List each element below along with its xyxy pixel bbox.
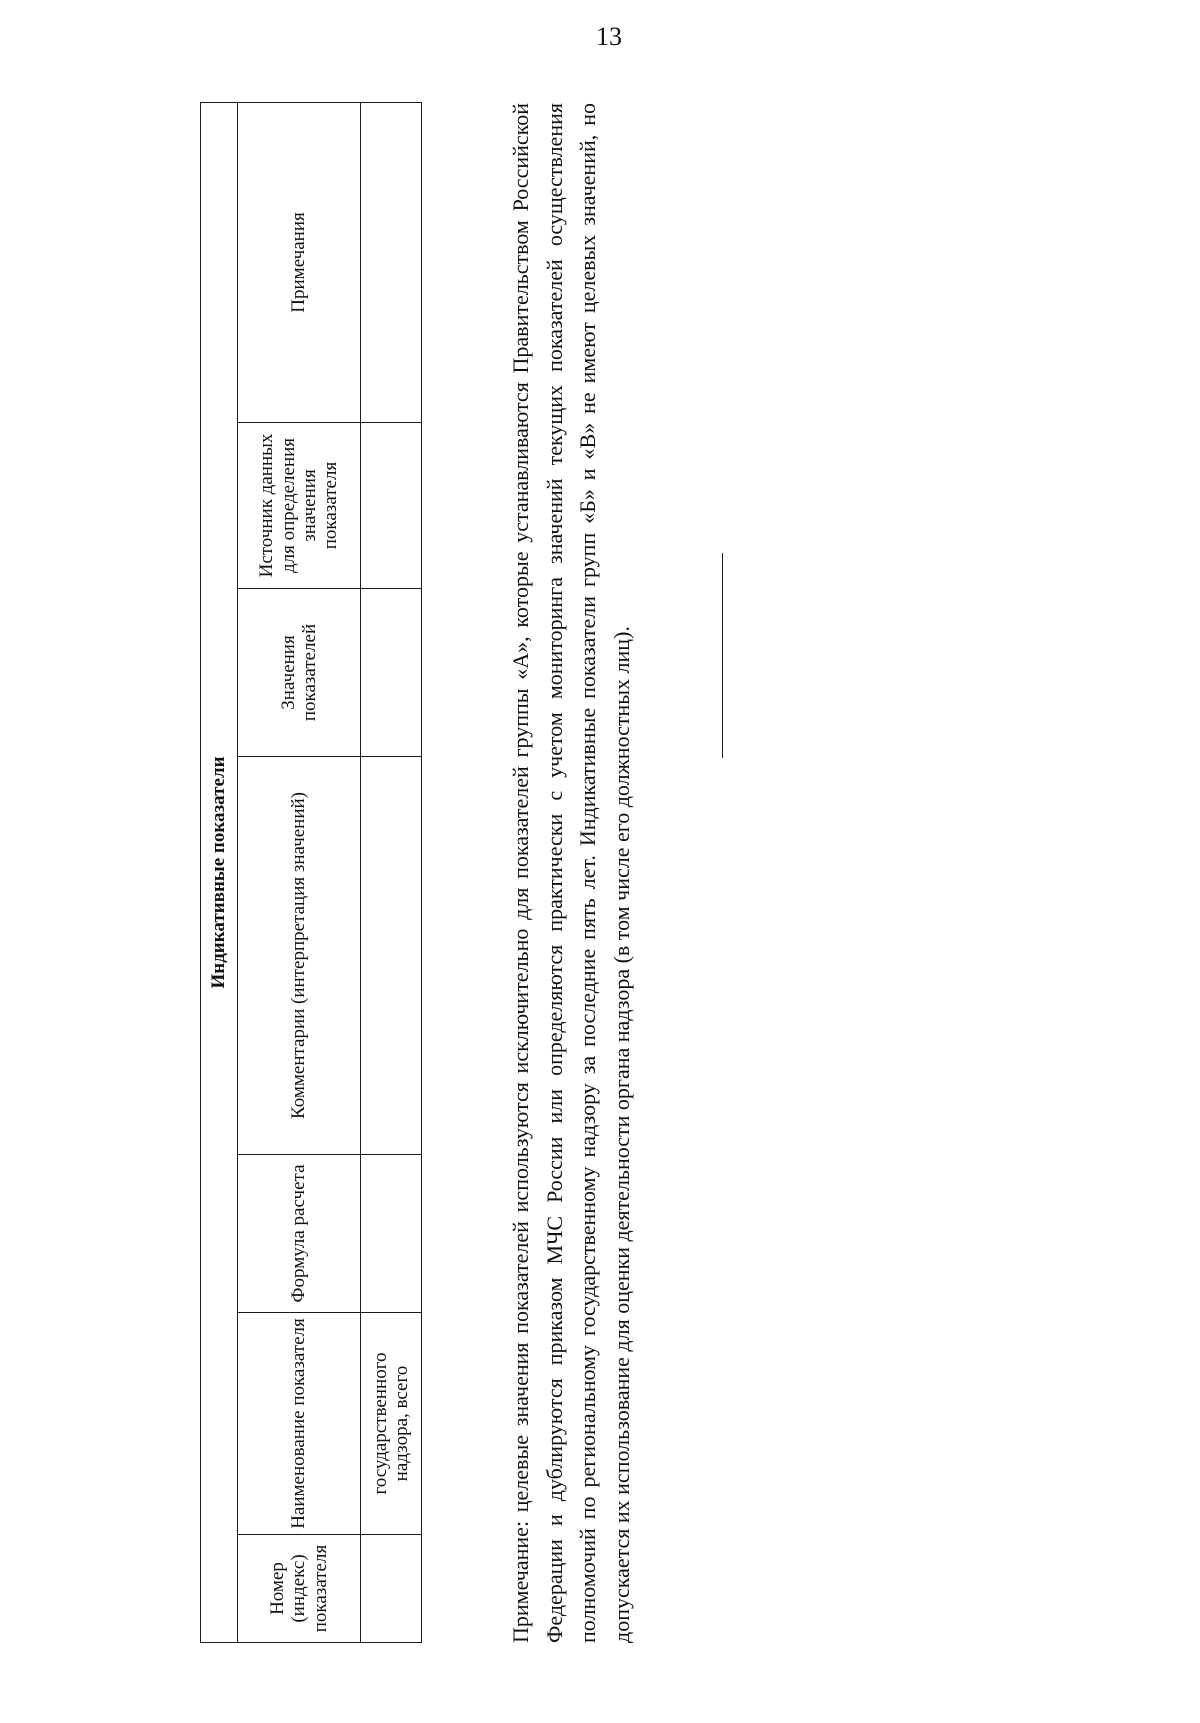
cell-values bbox=[361, 589, 422, 757]
cell-notes bbox=[361, 102, 422, 422]
cell-formula bbox=[361, 1155, 422, 1313]
indicators-table bbox=[200, 102, 422, 1643]
header-notes: Примечания bbox=[238, 102, 361, 422]
cell-name: государственного надзора, всего bbox=[361, 1313, 422, 1535]
header-comments: Комментарии (интерпретация значений) bbox=[238, 757, 361, 1155]
cell-data-source bbox=[361, 423, 422, 589]
note-paragraph: Примечание: целевые значения показателей используются исключительно для показателей группы «А», которые устанавливаются Правительством Российской Федерации и дублируются приказом МЧС России или определяются практически с учетом мониторинга значений текущих показателей осуществления полномочий по региональному государственному надзору за последние пять лет. Индикативные показатели групп «Б» и «В» не имеют целевых значений, но допускается их использование для оценки деятельности органа надзора (в том числе его должностных лиц). bbox=[508, 103, 634, 1643]
cell-index bbox=[361, 1535, 422, 1643]
header-formula: Формула расчета bbox=[238, 1155, 361, 1313]
table-caption-row bbox=[201, 102, 238, 1642]
table-row bbox=[361, 102, 422, 1642]
page-number: 13 bbox=[596, 22, 622, 51]
cell-comments bbox=[361, 757, 422, 1155]
table-caption: Индикативные показатели bbox=[201, 102, 238, 1642]
table-header-row bbox=[238, 102, 361, 1642]
header-data-source: Источник данных для определения значения показателя bbox=[238, 423, 361, 589]
separator-rule bbox=[722, 553, 723, 758]
header-values: Значения показателей bbox=[238, 589, 361, 757]
header-index: Номер (индекс) показателя bbox=[238, 1535, 361, 1643]
rotated-content bbox=[200, 103, 840, 1643]
header-name: Наименование показателя bbox=[238, 1313, 361, 1535]
